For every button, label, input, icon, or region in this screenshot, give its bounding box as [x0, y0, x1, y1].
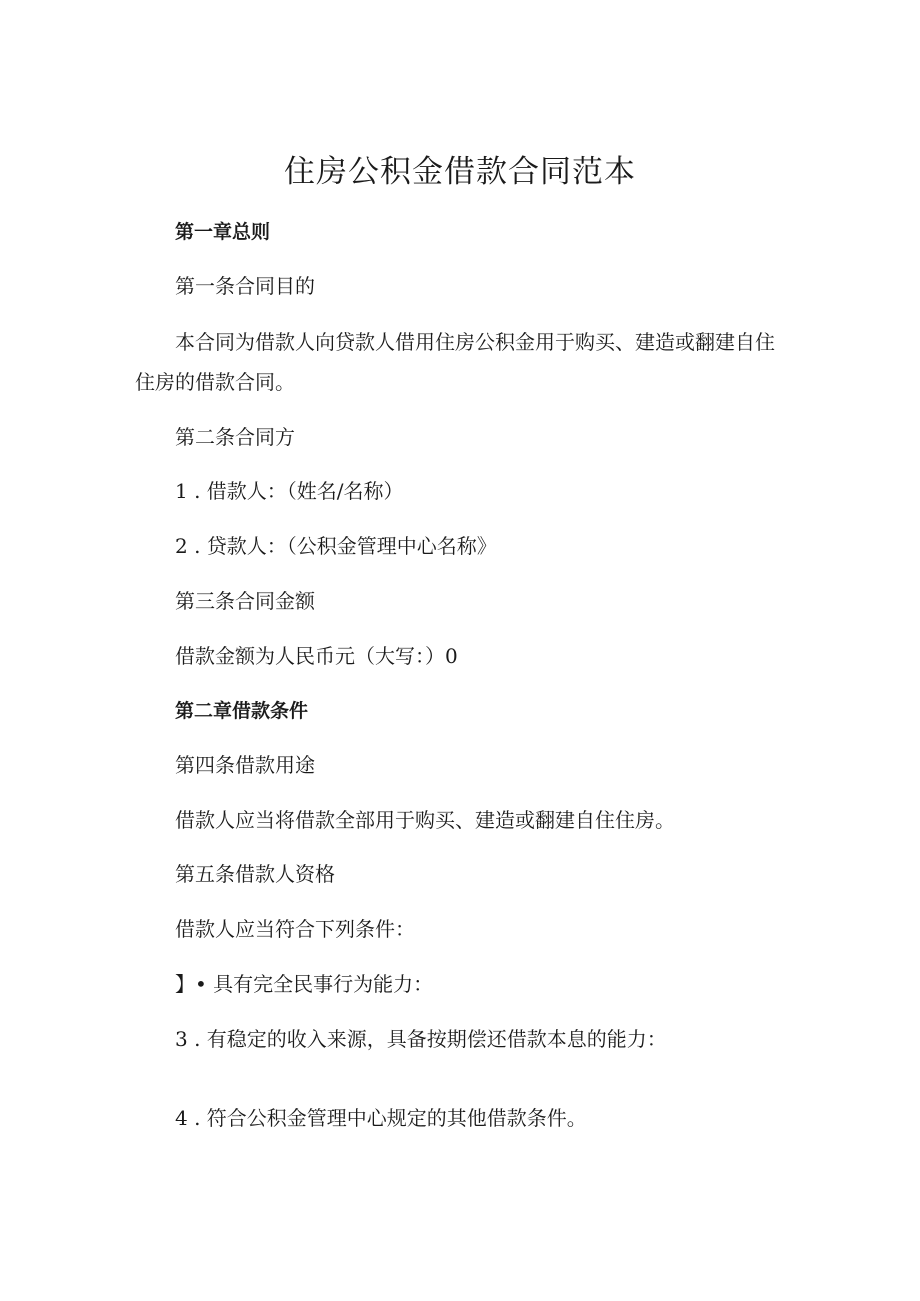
chapter-heading-conditions: 第二章借款条件: [175, 700, 309, 722]
list-item-other-conditions: 4 . 符合公积金管理中心规定的其他借款条件。: [175, 1106, 587, 1130]
document-title: 住房公积金借款合同范本: [284, 154, 636, 190]
list-item-capacity: 】• 具有完全民事行为能力：: [175, 972, 434, 996]
list-item-borrower: 1 . 借款人：（姓名/名称）: [175, 479, 404, 503]
list-item-income: 3 . 有稳定的收入来源，具备按期偿还借款本息的能力：: [175, 1027, 667, 1051]
paragraph-eligibility-intro: 借款人应当符合下列条件：: [175, 917, 415, 941]
paragraph-amount: 借款金额为人民币元（大写：）0: [175, 644, 458, 668]
article-heading-purpose: 第一条合同目的: [175, 274, 315, 298]
list-item-lender: 2 . 贷款人：（公积金管理中心名称》: [175, 534, 497, 558]
article-heading-parties: 第二条合同方: [175, 425, 295, 449]
paragraph-purpose: 本合同为借款人向贷款人借用住房公积金用于购买、建造或翻建自住住房的借款合同。: [135, 330, 775, 394]
paragraph-use: 借款人应当将借款全部用于购买、建造或翻建自住住房。: [175, 808, 675, 832]
article-heading-amount: 第三条合同金额: [175, 589, 315, 613]
article-heading-use: 第四条借款用途: [175, 753, 315, 777]
chapter-heading-general: 第一章总则: [175, 221, 271, 243]
article-heading-eligibility: 第五条借款人资格: [175, 862, 335, 886]
